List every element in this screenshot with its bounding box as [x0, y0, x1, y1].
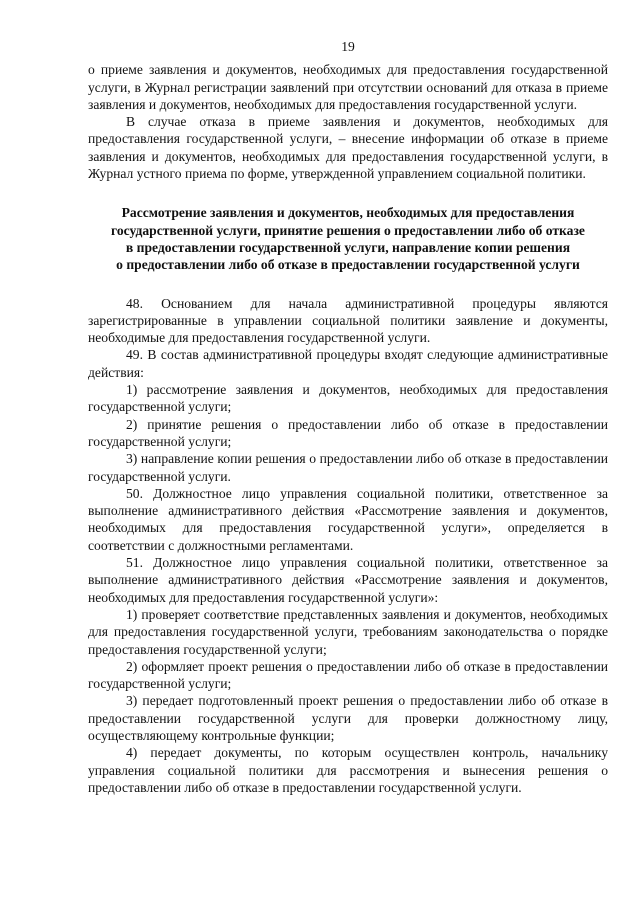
section-heading-line-1: Рассмотрение заявления и документов, необходимых для предоставления	[121, 205, 575, 221]
intro-paragraph-1: о приеме заявления и документов, необходимых для предоставления государственной услуги, в Журнал регистрации заявлений при отсутствии оснований для отказа в приеме заявления и документов, необходимых для предоставления государственной услуги.	[88, 62, 608, 112]
section-heading-line-2: государственной услуги, принятие решения о предоставлении либо об отказе	[111, 222, 585, 238]
paragraph-51-item-2: 2) оформляет проект решения о предоставлении либо об отказе в предоставлении государственной услуги;	[88, 658, 608, 692]
paragraph-50: 50. Должностное лицо управления социальной политики, ответственное за выполнение административного действия «Рассмотрение заявления и документов, необходимых для предоставления государственной услуги», определяется в соответствии с должностными регламентами.	[88, 485, 608, 553]
page-number: 19	[341, 39, 355, 54]
paragraph-49-item-2: 2) принятие решения о предоставлении либо об отказе в предоставлении государственной услуги;	[88, 416, 608, 449]
paragraph-48: 48. Основанием для начала административной процедуры являются зарегистрированные в управлении социальной политики заявление и документы, необходимые для предоставления государственной услуги.	[88, 295, 608, 346]
paragraph-51-item-1: 1) проверяет соответствие представленных заявления и документов, необходимых для предоставления государственной услуги, требованиям законодательства о порядке предоставления государственной услуги;	[88, 606, 608, 657]
paragraph-51-item-4: 4) передает документы, по которым осуществлен контроль, начальнику управления социальной политики для рассмотрения и вынесения решения о предоставлении либо об отказе в предоставлении государственной услуги.	[88, 745, 608, 795]
section-heading-line-4: о предоставлении либо об отказе в предоставлении государственной услуги	[116, 257, 580, 273]
paragraph-51: 51. Должностное лицо управления социальной политики, ответственное за выполнение административного действия «Рассмотрение заявления и документов, необходимых для предоставления государственной услуги»:	[88, 555, 608, 605]
intro-paragraph-2: В случае отказа в приеме заявления и документов, необходимых для предоставления государственной услуги, – внесение информации об отказе в приеме заявления и документов, необходимых для предоставления государственной услуги, в Журнал устного приема по форме, утвержденной управлением социальной политики.	[88, 114, 608, 182]
section-heading-line-3: в предоставлении государственной услуги, направление копии решения	[125, 239, 571, 255]
paragraph-51-item-3: 3) передает подготовленный проект решения о предоставлении либо об отказе в предоставлении государственной услуги для проверки должностному лицу, осуществляющему контрольные функции;	[88, 693, 608, 743]
paragraph-49: 49. В состав административной процедуры входят следующие административные действия:	[88, 347, 608, 380]
section-heading	[88, 204, 608, 273]
paragraph-49-item-1: 1) рассмотрение заявления и документов, необходимых для предоставления государственной услуги;	[88, 382, 608, 415]
paragraph-49-item-3: 3) направление копии решения о предоставлении либо об отказе в предоставлении государственной услуги.	[88, 451, 608, 484]
